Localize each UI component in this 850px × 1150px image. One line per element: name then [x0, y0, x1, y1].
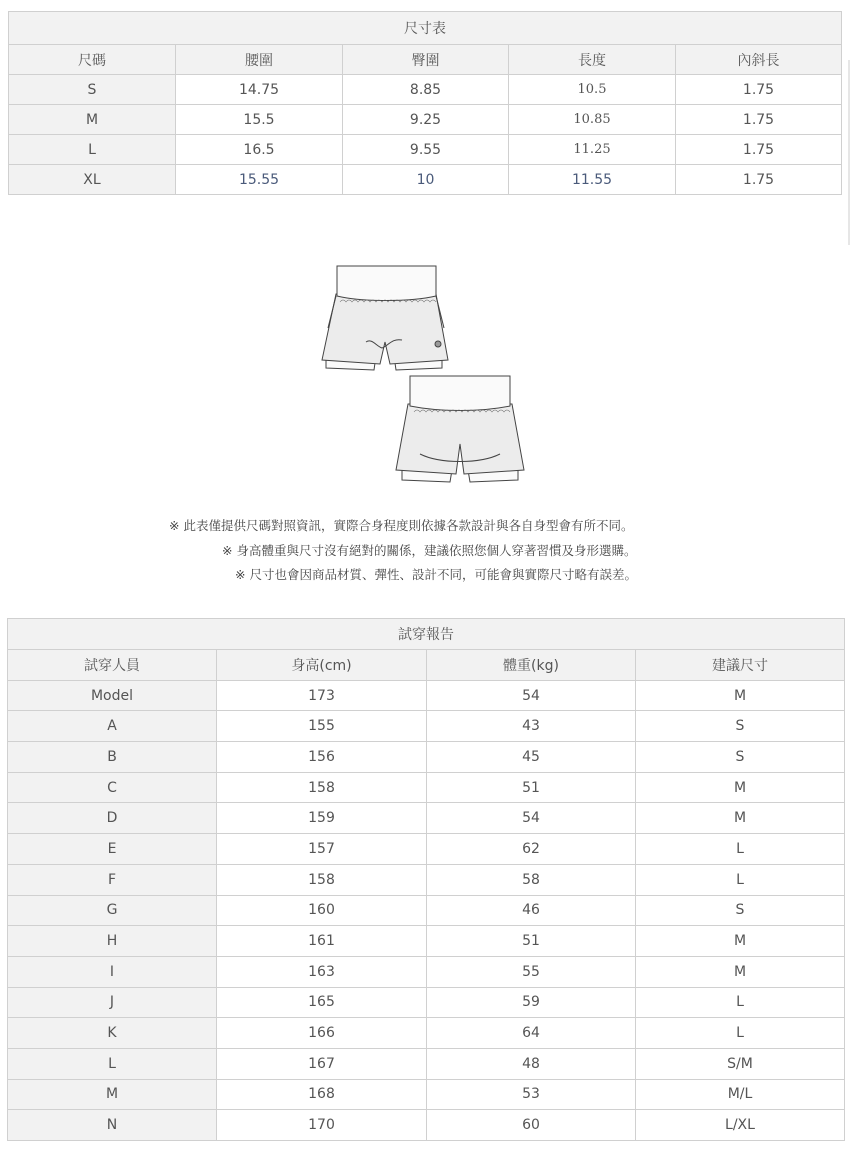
fit-cell: M — [636, 680, 845, 711]
table-row — [8, 987, 845, 1018]
fit-cell: 51 — [427, 926, 636, 957]
fit-cell: L — [8, 1048, 217, 1079]
fit-cell: 168 — [217, 1079, 427, 1110]
fit-cell: M — [636, 956, 845, 987]
fit-cell: 48 — [427, 1048, 636, 1079]
fit-cell: 45 — [427, 742, 636, 773]
fit-cell: I — [8, 956, 217, 987]
fit-report-table — [7, 618, 845, 1141]
fit-cell: 158 — [217, 864, 427, 895]
fit-header-weight: 體重(kg) — [427, 650, 636, 681]
table-row — [8, 926, 845, 957]
table-row — [8, 680, 845, 711]
size-row — [9, 105, 842, 135]
fit-cell: 55 — [427, 956, 636, 987]
fit-cell: A — [8, 711, 217, 742]
size-cell: 1.75 — [676, 75, 842, 105]
fit-cell: 166 — [217, 1018, 427, 1049]
size-row — [9, 165, 842, 195]
fit-cell: 173 — [217, 680, 427, 711]
fit-cell: L — [636, 987, 845, 1018]
fit-cell: G — [8, 895, 217, 926]
fit-cell: B — [8, 742, 217, 773]
shorts-illustration — [310, 258, 550, 488]
table-row — [8, 864, 845, 895]
fit-cell: N — [8, 1110, 217, 1141]
fit-cell: 163 — [217, 956, 427, 987]
fit-cell: 51 — [427, 772, 636, 803]
fit-cell: L/XL — [636, 1110, 845, 1141]
fit-header-recommended-size: 建議尺寸 — [636, 650, 845, 681]
size-cell: 16.5 — [176, 135, 343, 165]
size-row — [9, 75, 842, 105]
fit-cell: L — [636, 864, 845, 895]
size-cell: 9.25 — [343, 105, 509, 135]
fit-cell: 161 — [217, 926, 427, 957]
fit-cell: 64 — [427, 1018, 636, 1049]
fit-cell: S — [636, 895, 845, 926]
fit-cell: Model — [8, 680, 217, 711]
size-cell: S — [9, 75, 176, 105]
fit-header-height: 身高(cm) — [217, 650, 427, 681]
size-header-waist: 腰圍 — [176, 45, 343, 75]
table-row — [8, 1048, 845, 1079]
table-row — [8, 711, 845, 742]
fit-cell: 158 — [217, 772, 427, 803]
note-3: ※ 尺寸也會因商品材質、彈性、設計不同，可能會與實際尺寸略有誤差。 — [235, 567, 637, 582]
fit-cell: 46 — [427, 895, 636, 926]
fit-cell: 60 — [427, 1110, 636, 1141]
fit-cell: D — [8, 803, 217, 834]
fit-header-tester: 試穿人員 — [8, 650, 217, 681]
size-cell: 1.75 — [676, 165, 842, 195]
fit-cell: M — [636, 803, 845, 834]
size-header-size: 尺碼 — [9, 45, 176, 75]
fit-cell: 155 — [217, 711, 427, 742]
fit-cell: 160 — [217, 895, 427, 926]
fit-cell: M — [636, 926, 845, 957]
size-cell: 1.75 — [676, 135, 842, 165]
fit-cell: 54 — [427, 680, 636, 711]
size-cell: 10.85 — [509, 105, 676, 135]
fit-cell: 53 — [427, 1079, 636, 1110]
size-row — [9, 135, 842, 165]
fit-cell: 58 — [427, 864, 636, 895]
fit-report-title: 試穿報告 — [8, 619, 845, 650]
size-cell: 8.85 — [343, 75, 509, 105]
fit-cell: S/M — [636, 1048, 845, 1079]
table-row — [8, 1018, 845, 1049]
table-row — [8, 834, 845, 865]
table-row — [8, 1079, 845, 1110]
size-cell: L — [9, 135, 176, 165]
fit-cell: S — [636, 711, 845, 742]
table-row — [8, 742, 845, 773]
fit-cell: S — [636, 742, 845, 773]
size-chart-title: 尺寸表 — [9, 12, 842, 45]
fit-cell: 59 — [427, 987, 636, 1018]
size-chart-table — [8, 11, 842, 195]
size-cell: 10.5 — [509, 75, 676, 105]
size-header-hip: 臀圍 — [343, 45, 509, 75]
fit-cell: M/L — [636, 1079, 845, 1110]
size-cell: 9.55 — [343, 135, 509, 165]
size-cell: M — [9, 105, 176, 135]
fit-cell: M — [8, 1079, 217, 1110]
fit-cell: 170 — [217, 1110, 427, 1141]
fit-cell: E — [8, 834, 217, 865]
fit-cell: 167 — [217, 1048, 427, 1079]
table-row — [8, 895, 845, 926]
shorts-front-icon — [310, 258, 550, 488]
fit-cell: 159 — [217, 803, 427, 834]
size-header-inseam: 內斜長 — [676, 45, 842, 75]
fit-cell: 157 — [217, 834, 427, 865]
fit-cell: 156 — [217, 742, 427, 773]
fit-cell: 43 — [427, 711, 636, 742]
size-cell: 15.5 — [176, 105, 343, 135]
size-header-length: 長度 — [509, 45, 676, 75]
size-cell: 1.75 — [676, 105, 842, 135]
note-1: ※ 此表僅提供尺碼對照資訊，實際合身程度則依據各款設計與各自身型會有所不同。 — [169, 518, 634, 533]
fit-cell: J — [8, 987, 217, 1018]
note-2: ※ 身高體重與尺寸沒有絕對的關係，建議依照您個人穿著習慣及身形選購。 — [222, 543, 637, 558]
fit-cell: 62 — [427, 834, 636, 865]
fit-cell: L — [636, 834, 845, 865]
fit-cell: M — [636, 772, 845, 803]
fit-cell: H — [8, 926, 217, 957]
size-cell: 14.75 — [176, 75, 343, 105]
table-row — [8, 803, 845, 834]
fit-cell: 54 — [427, 803, 636, 834]
fit-cell: C — [8, 772, 217, 803]
fit-cell: F — [8, 864, 217, 895]
size-cell: XL — [9, 165, 176, 195]
table-row — [8, 956, 845, 987]
size-cell: 11.55 — [509, 165, 676, 195]
table-row — [8, 772, 845, 803]
size-cell: 15.55 — [176, 165, 343, 195]
table-row — [8, 1110, 845, 1141]
fit-cell: L — [636, 1018, 845, 1049]
size-cell: 10 — [343, 165, 509, 195]
size-cell: 11.25 — [509, 135, 676, 165]
fit-cell: K — [8, 1018, 217, 1049]
fit-cell: 165 — [217, 987, 427, 1018]
